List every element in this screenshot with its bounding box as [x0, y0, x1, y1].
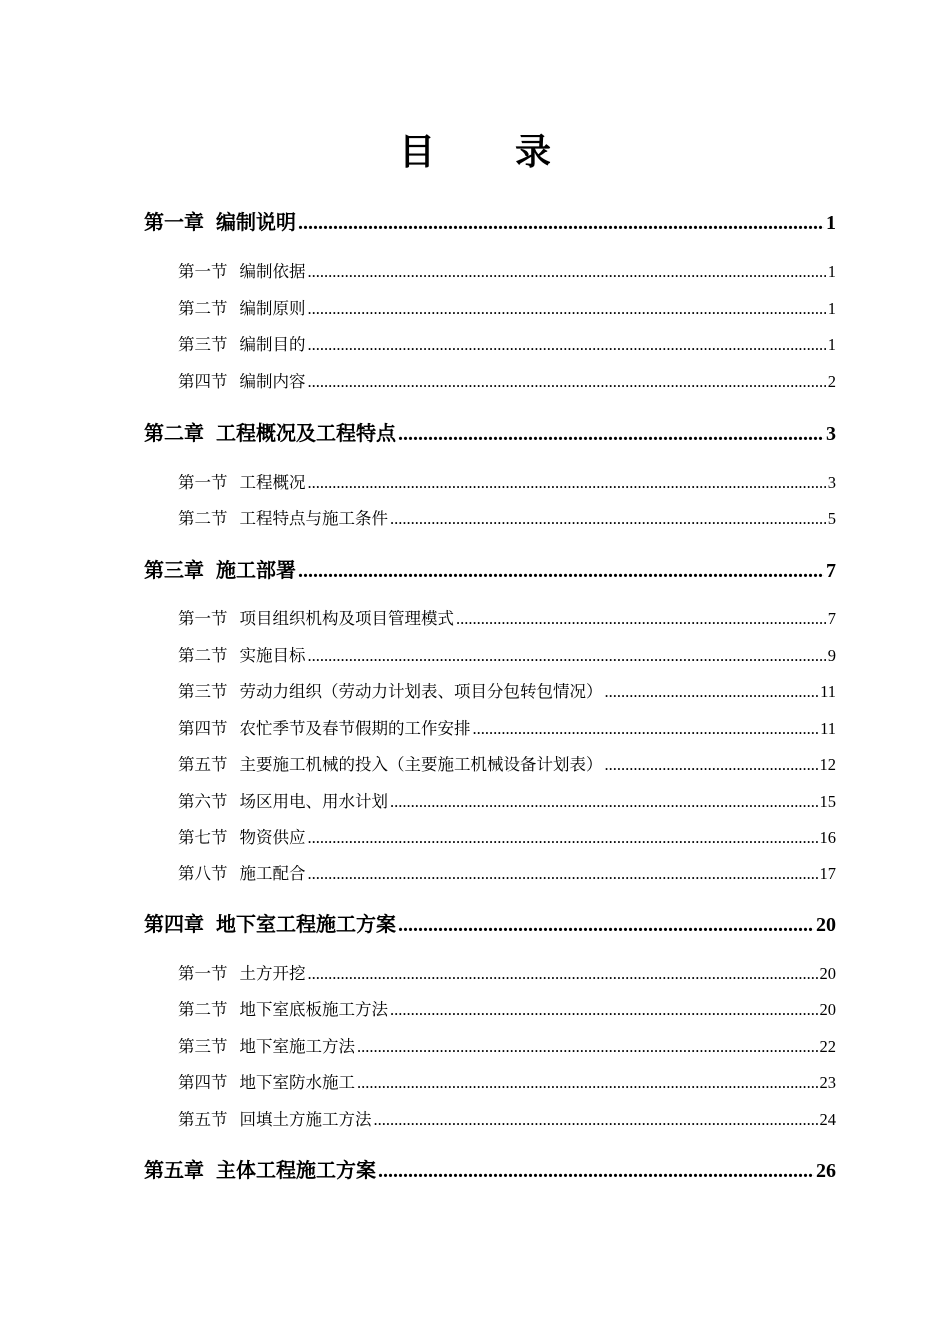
toc-entry-label: [178, 717, 471, 741]
toc-entry-title: 施工部署: [216, 558, 296, 582]
toc-page-number: 3: [827, 473, 836, 492]
toc-leader-dots: [605, 680, 819, 704]
toc-entry-number: 第一节: [178, 473, 228, 492]
toc-entry-title: 编制内容: [239, 372, 306, 391]
toc-entry-title: 回填土方施工方法: [239, 1110, 372, 1129]
toc-entry-title: 主体工程施工方案: [216, 1158, 376, 1182]
toc-page-number: 3: [826, 423, 836, 445]
toc-section-2-1[interactable]: [178, 471, 836, 495]
toc-section-4-2[interactable]: [178, 998, 836, 1022]
toc-entry-label: [178, 998, 388, 1022]
toc-entry-number: 第七节: [178, 828, 228, 847]
toc-entry-title: 地下室工程施工方案: [216, 912, 396, 936]
toc-page-number: 1: [826, 212, 836, 234]
toc-entry-number: 第四节: [178, 719, 228, 738]
toc-page-number: 26: [816, 1160, 836, 1182]
toc-section-4-4[interactable]: [178, 1071, 836, 1095]
toc-entry-title: 工程概况: [239, 473, 306, 492]
toc-entry-number: 第三节: [178, 1037, 228, 1056]
toc-entry-label: [178, 471, 306, 495]
toc-leader-dots: [390, 790, 818, 814]
toc-leader-dots: [398, 420, 824, 448]
toc-entry-label: [178, 507, 388, 531]
toc-entry-title: 编制依据: [239, 262, 306, 281]
toc-leader-dots: [605, 753, 818, 777]
toc-leader-dots: [378, 1157, 814, 1185]
toc-entry-label: [178, 297, 306, 321]
toc-entry-label: [178, 370, 306, 394]
toc-page-number: 20: [819, 1000, 836, 1019]
toc-section-3-2[interactable]: [178, 644, 836, 668]
toc-entry-label: [178, 753, 603, 777]
toc-leader-dots: [390, 998, 818, 1022]
toc-leader-dots: [308, 644, 826, 668]
toc-page-number: 11: [820, 719, 836, 738]
toc-page-number: 1: [827, 262, 836, 281]
toc-entry-label: [178, 1071, 355, 1095]
toc-entry-title: 农忙季节及春节假期的工作安排: [239, 719, 471, 738]
toc-entry-label: [178, 607, 454, 631]
toc-leader-dots: [308, 862, 818, 886]
toc-page-number: 23: [819, 1073, 836, 1092]
toc-page-number: 7: [826, 560, 836, 582]
toc-entry-title: 施工配合: [239, 864, 306, 883]
toc-entry-title: 工程特点与施工条件: [239, 509, 388, 528]
toc-entry-title: 劳动力组织（劳动力计划表、项目分包转包情况）: [239, 682, 603, 701]
toc-page-number: 2: [827, 372, 836, 391]
toc-section-1-2[interactable]: [178, 297, 836, 321]
toc-leader-dots: [298, 209, 824, 237]
toc-page-number: 7: [827, 609, 836, 628]
toc-leader-dots: [374, 1108, 818, 1132]
toc-section-3-4[interactable]: [178, 717, 836, 741]
toc-leader-dots: [398, 911, 814, 939]
toc-entry-label: [144, 556, 296, 584]
toc-leader-dots: [298, 557, 824, 585]
toc-entry-number: 第一章: [144, 210, 204, 234]
toc-leader-dots: [308, 260, 826, 284]
toc-entry-number: 第八节: [178, 864, 228, 883]
toc-entry-number: 第三节: [178, 335, 228, 354]
toc-leader-dots: [308, 962, 818, 986]
toc-section-1-4[interactable]: [178, 370, 836, 394]
toc-entry-title: 编制原则: [239, 299, 306, 318]
toc-entry-title: 工程概况及工程特点: [216, 421, 396, 445]
toc-entry-number: 第四节: [178, 1073, 228, 1092]
toc-page-number: 1: [827, 335, 836, 354]
toc-chapter-4[interactable]: [144, 910, 836, 939]
toc-entry-number: 第一节: [178, 964, 228, 983]
toc-entry-label: [178, 1108, 372, 1132]
toc-entry-number: 第一节: [178, 262, 228, 281]
toc-entry-label: [178, 680, 603, 704]
toc-page-number: 16: [819, 828, 836, 847]
toc-entry-title: 土方开挖: [239, 964, 306, 983]
toc-entry-label: [178, 790, 388, 814]
toc-entry-label: [144, 1156, 376, 1184]
toc-leader-dots: [308, 471, 826, 495]
toc-entry-label: [178, 260, 306, 284]
toc-entry-number: 第四节: [178, 372, 228, 391]
toc-entry-label: [144, 208, 296, 236]
toc-chapter-1[interactable]: [144, 208, 836, 237]
toc-page-number: 1: [827, 299, 836, 318]
toc-page-number: 9: [827, 646, 836, 665]
toc-leader-dots: [456, 607, 826, 631]
toc-entry-number: 第四章: [144, 912, 204, 936]
toc-section-1-3[interactable]: [178, 333, 836, 357]
toc-entry-label: [178, 962, 306, 986]
toc-entry-number: 第二节: [178, 646, 228, 665]
toc-entry-title: 场区用电、用水计划: [239, 792, 388, 811]
toc-section-3-8[interactable]: [178, 862, 836, 886]
toc-section-4-3[interactable]: [178, 1035, 836, 1059]
toc-page-number: 24: [819, 1110, 836, 1129]
toc-page-number: 12: [819, 755, 836, 774]
toc-section-4-1[interactable]: [178, 962, 836, 986]
toc-entry-label: [178, 862, 306, 886]
toc-leader-dots: [390, 507, 826, 531]
toc-leader-dots: [308, 826, 818, 850]
toc-section-4-5[interactable]: [178, 1108, 836, 1132]
toc-page-number: 17: [819, 864, 836, 883]
toc-page-number: 22: [819, 1037, 836, 1056]
toc-page-number: 5: [827, 509, 836, 528]
toc-entry-number: 第六节: [178, 792, 228, 811]
toc-page-number: 15: [819, 792, 836, 811]
toc-leader-dots: [473, 717, 819, 741]
toc-section-3-6[interactable]: [178, 790, 836, 814]
toc-section-3-3[interactable]: [178, 680, 836, 704]
toc-entry-title: 项目组织机构及项目管理模式: [239, 609, 454, 628]
toc-entry-label: [178, 644, 306, 668]
toc-section-1-1[interactable]: [178, 260, 836, 284]
toc-entry-label: [144, 910, 396, 938]
toc-entry-number: 第二章: [144, 421, 204, 445]
toc-leader-dots: [308, 297, 826, 321]
toc-chapter-3[interactable]: [144, 556, 836, 585]
title-char-1: 目: [398, 132, 435, 173]
toc-entry-title: 地下室底板施工方法: [239, 1000, 388, 1019]
toc-entry-title: 编制目的: [239, 335, 306, 354]
toc-section-3-7[interactable]: [178, 826, 836, 850]
toc-entry-number: 第一节: [178, 609, 228, 628]
page-title: [0, 128, 950, 178]
toc-entry-title: 编制说明: [216, 210, 296, 234]
toc-entry-number: 第三章: [144, 558, 204, 582]
toc-entry-number: 第三节: [178, 682, 228, 701]
toc-leader-dots: [357, 1035, 818, 1059]
toc-leader-dots: [308, 370, 826, 394]
toc-leader-dots: [357, 1071, 818, 1095]
title-char-2: 录: [515, 132, 552, 173]
toc-page-number: 11: [820, 682, 836, 701]
toc-entry-number: 第五章: [144, 1158, 204, 1182]
toc-entry-number: 第二节: [178, 509, 228, 528]
toc-entry-label: [178, 1035, 355, 1059]
toc-entry-label: [178, 333, 306, 357]
toc-entry-title: 物资供应: [239, 828, 306, 847]
toc-entry-number: 第二节: [178, 299, 228, 318]
toc-entry-label: [178, 826, 306, 850]
toc-entry-number: 第五节: [178, 755, 228, 774]
toc-chapter-5[interactable]: [144, 1156, 836, 1185]
toc-leader-dots: [308, 333, 826, 357]
toc-page-number: 20: [816, 914, 836, 936]
toc-entry-number: 第五节: [178, 1110, 228, 1129]
toc-section-2-2[interactable]: [178, 507, 836, 531]
toc-chapter-2[interactable]: [144, 419, 836, 448]
toc-section-3-5[interactable]: [178, 753, 836, 777]
toc-entry-title: 主要施工机械的投入（主要施工机械设备计划表）: [239, 755, 603, 774]
toc-section-3-1[interactable]: [178, 607, 836, 631]
toc-entry-title: 地下室施工方法: [239, 1037, 355, 1056]
toc-entry-number: 第二节: [178, 1000, 228, 1019]
toc-entry-label: [144, 419, 396, 447]
toc-entry-title: 地下室防水施工: [239, 1073, 355, 1092]
toc-entry-title: 实施目标: [239, 646, 306, 665]
toc-page-number: 20: [819, 964, 836, 983]
